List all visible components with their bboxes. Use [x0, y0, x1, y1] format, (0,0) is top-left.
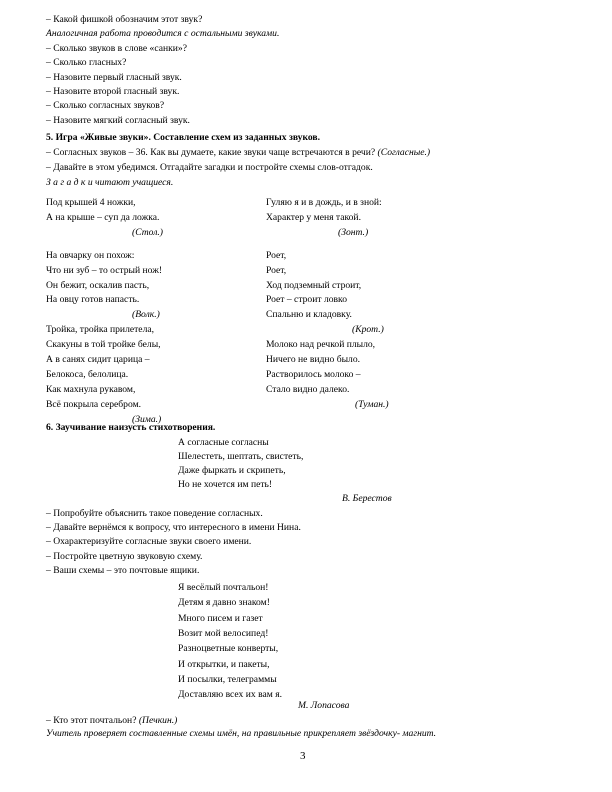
riddle-line: А в санях сидит царица – [46, 354, 150, 365]
task-line: – Охарактеризуйте согласные звуки своего имени. [46, 536, 252, 548]
intro-line: – Сколько звуков в слове «санки»? [46, 42, 187, 54]
poem-line: Много писем и газет [178, 612, 263, 624]
poem-line: Возит мой велосипед! [178, 627, 269, 639]
poem-line: Я весёлый почтальон! [178, 582, 269, 593]
poem-line: А согласные согласны [178, 437, 269, 448]
riddle-answer: (Волк.) [132, 309, 160, 321]
closing-note: Учитель проверяет составленные схемы имён, на правильные прикрепляет звёздочку- магнит. [46, 728, 437, 739]
section6-heading: 6. Заучивание наизусть стихотворения. [46, 422, 216, 433]
intro-line: – Назовите первый гласный звук. [46, 71, 182, 83]
section5-heading: 5. Игра «Живые звуки». Составление схем из заданных звуков. [46, 132, 321, 143]
riddle-line: Стало видно далеко. [266, 383, 350, 395]
closing-question-text: – Кто этот почтальон? [46, 715, 137, 726]
riddle-line: Ничего не видно было. [266, 354, 361, 365]
riddle-line: Растворилось молоко – [266, 368, 361, 380]
section5-question2: – Давайте в этом убедимся. Отгадайте загадки и постройте схемы слов-отгадок. [46, 162, 373, 173]
task-line: – Давайте вернёмся к вопросу, что интересного в имени Нина. [46, 522, 301, 534]
riddle-line: Характер у меня такой. [266, 211, 361, 223]
riddle-line: А на крыше – суп да ложка. [46, 211, 160, 223]
poem-postman-author: М. Лопасова [298, 700, 350, 711]
riddle-line: Скакуны в той тройке белы, [46, 339, 161, 351]
poem-line: И открытки, и пакеты, [178, 658, 270, 670]
riddle-line: На овчарку он похож: [46, 249, 135, 261]
riddle-answer: (Зима.) [132, 413, 162, 425]
task-line: – Попробуйте объяснить такое поведение согласных. [46, 508, 263, 519]
intro-line: Аналогичная работа проводится с остальными звуками. [46, 28, 280, 40]
intro-line: – Назовите второй гласный звук. [46, 86, 180, 97]
riddle-line: Роет, [266, 249, 287, 261]
poem-line: Но не хочется им петь! [178, 479, 273, 490]
riddle-line: Гуляю я и в дождь, и в зной: [266, 197, 382, 208]
intro-line: – Сколько согласных звуков? [46, 100, 165, 112]
riddle-line: Белокоса, белолица. [46, 368, 129, 380]
task-line: – Ваши схемы – это почтовые ящики. [46, 564, 200, 576]
section5-question1 [46, 147, 430, 159]
poem-line: Доставляю всех их вам я. [178, 689, 283, 701]
riddle-line: Он бежит, оскалив пасть, [46, 279, 150, 291]
riddle-line: На овцу готов напасть. [46, 294, 140, 306]
riddle-line: Молоко над речкой плыло, [266, 339, 376, 351]
riddle-line: Всё покрыла серебром. [46, 398, 142, 410]
poem-berestov-author: В. Берестов [342, 493, 392, 504]
riddle-line: Роет – строит ловко [266, 294, 348, 306]
section5-question1-text: – Согласных звуков – 36. Как вы думаете, какие звуки чаще встречаются в речи? [46, 147, 376, 158]
riddle-line: Спальню и кладовку. [266, 309, 352, 321]
section5-question1-answer: (Согласные.) [377, 147, 431, 158]
riddle-answer: (Туман.) [355, 398, 389, 410]
riddle-line: Тройка, тройка прилетела, [46, 324, 155, 336]
section5-note: З а г а д к и читают учащиеся. [46, 177, 174, 188]
closing-question [46, 715, 177, 727]
intro-line: – Сколько гласных? [46, 57, 127, 69]
poem-line: Даже фыркать и скрипеть, [178, 465, 286, 476]
riddle-line: Как махнула рукавом, [46, 383, 136, 395]
intro-line: – Назовите мягкий согласный звук. [46, 114, 190, 126]
riddle-answer: (Стол.) [132, 226, 163, 238]
poem-line: Шелестеть, шептать, свистеть, [178, 451, 304, 462]
riddle-line: Что ни зуб – то острый нож! [46, 264, 163, 276]
poem-line: И посылки, телеграммы [178, 673, 277, 685]
riddle-line: Роет, [266, 264, 287, 276]
riddle-answer: (Зонт.) [338, 226, 369, 238]
task-line: – Постройте цветную звуковую схему. [46, 550, 203, 562]
riddle-line: Под крышей 4 ножки, [46, 197, 136, 208]
page-number: 3 [300, 750, 306, 762]
poem-line: Разноцветные конверты, [178, 643, 279, 655]
riddle-line: Ход подземный строит, [266, 279, 362, 291]
closing-question-answer: (Печкин.) [138, 715, 178, 726]
poem-line: Детям я давно знаком! [178, 597, 270, 609]
intro-line: – Какой фишкой обозначим этот звук? [46, 14, 203, 25]
riddle-answer: (Крот.) [352, 324, 384, 336]
